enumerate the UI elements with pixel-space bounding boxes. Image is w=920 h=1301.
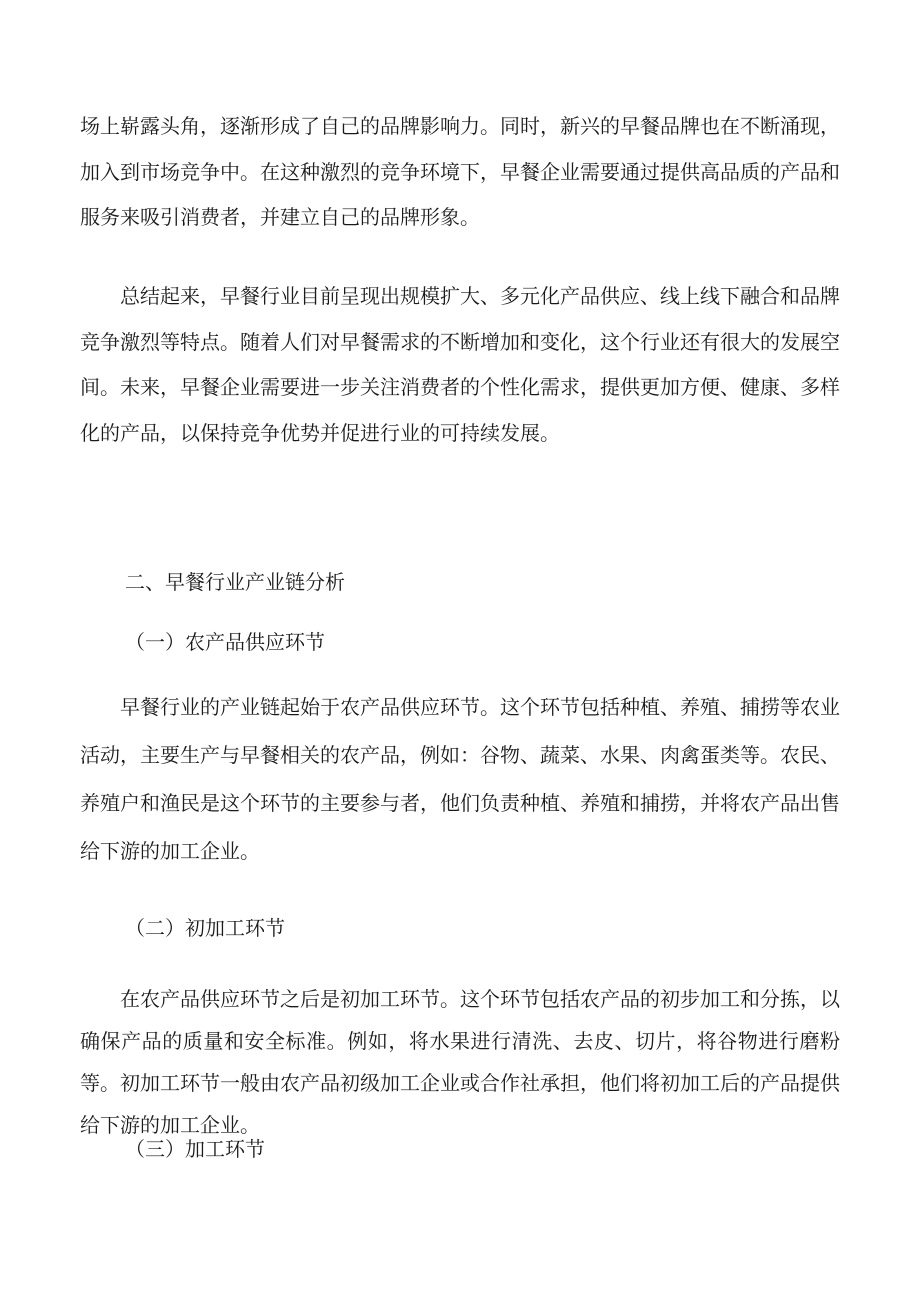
subsection-heading-primary-processing: （二）初加工环节 [125,916,285,940]
subsection-heading-processing: （三）加工环节 [125,1137,265,1161]
subsection-heading-agricultural-supply: （一）农产品供应环节 [125,630,325,654]
paragraph-summary: 总结起来，早餐行业目前呈现出规模扩大、多元化产品供应、线上线下融合和品牌竞争激烈等特点。随着人们对早餐需求的不断增加和变化，这个行业还有很大的发展空间。未来，早餐企业需要进一步关注消费者的个性化需求，提供更加方便、健康、多样化的产品，以保持竞争优势并促进行业的可持续发展。 [80,284,840,445]
paragraph-primary-processing: 在农产品供应环节之后是初加工环节。这个环节包括农产品的初步加工和分拣，以确保产品的质量和安全标准。例如，将水果进行清洗、去皮、切片，将谷物进行磨粉等。初加工环节一般由农产品初级加工企业或合作社承担，他们将初加工后的产品提供给下游的加工企业。 [80,987,840,1137]
paragraph-agricultural-supply: 早餐行业的产业链起始于农产品供应环节。这个环节包括种植、养殖、捕捞等农业活动，主要生产与早餐相关的农产品，例如：谷物、蔬菜、水果、肉禽蛋类等。农民、养殖户和渔民是这个环节的主要参与者，他们负责种植、养殖和捕捞，并将农产品出售给下游的加工企业。 [80,695,840,863]
section-heading-industry-chain: 二、早餐行业产业链分析 [125,570,345,594]
paragraph-continuation: 场上崭露头角，逐渐形成了自己的品牌影响力。同时，新兴的早餐品牌也在不断涌现，加入到市场竞争中。在这种激烈的竞争环境下，早餐企业需要通过提供高品质的产品和服务来吸引消费者，并建立自己的品牌形象。 [80,114,840,229]
